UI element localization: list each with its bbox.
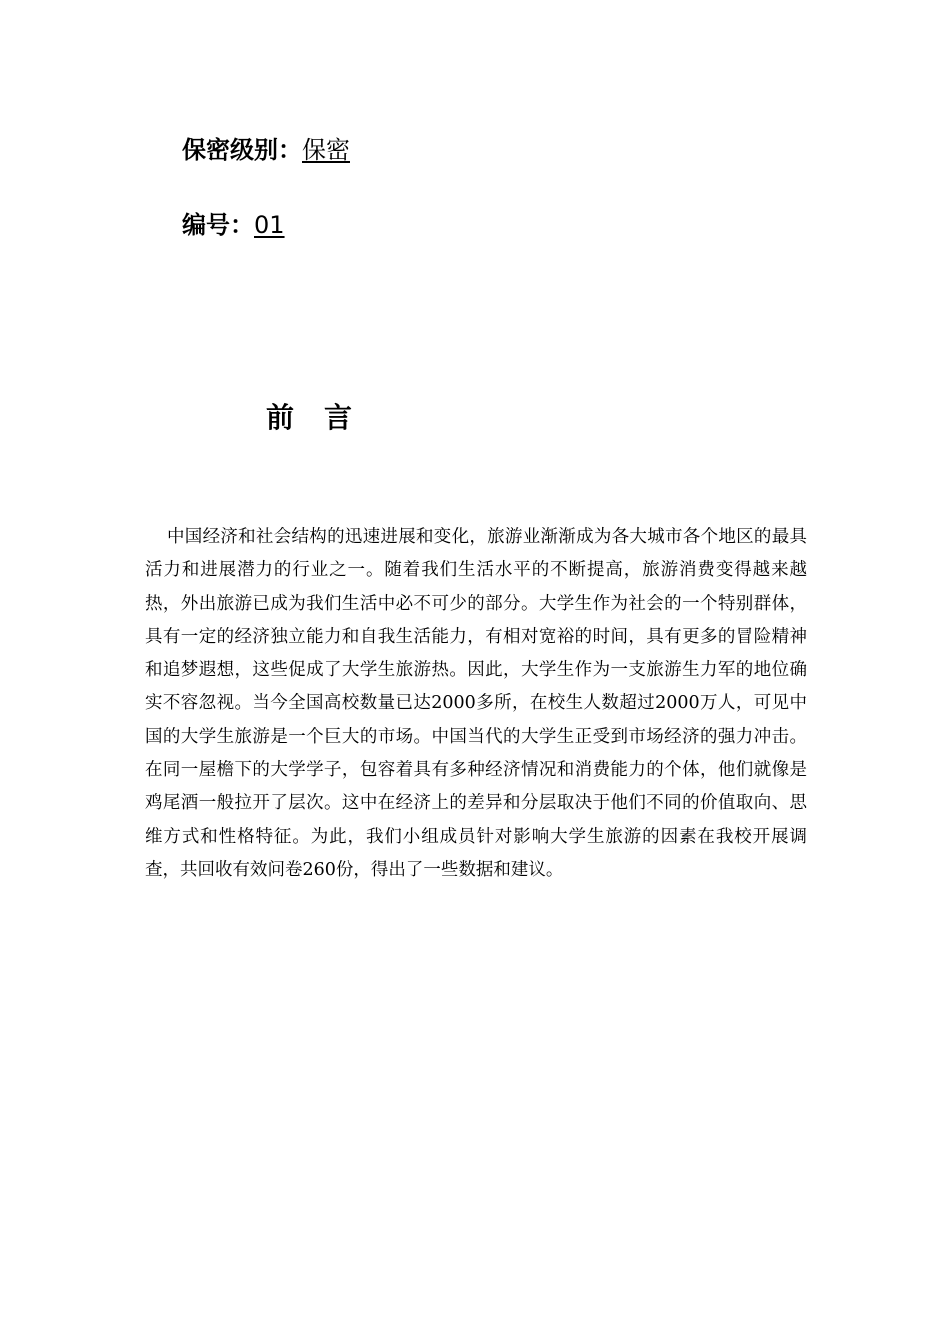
document-number-value: 01 bbox=[254, 211, 285, 239]
security-level-label: 保密级别： bbox=[182, 136, 302, 164]
document-number-line bbox=[182, 210, 285, 240]
security-level-value: 保密 bbox=[302, 136, 350, 164]
document-number-label: 编号： bbox=[182, 211, 254, 239]
security-level-line bbox=[182, 135, 350, 165]
preface-heading: 前言 bbox=[266, 401, 383, 434]
preface-paragraph: 中国经济和社会结构的迅速进展和变化，旅游业渐渐成为各大城市各个地区的最具活力和进展潜力的行业之一。随着我们生活水平的不断提高，旅游消费变得越来越热，外出旅游已成为我们生活中必不可少的部分。大学生作为社会的一个特别群体，具有一定的经济独立能力和自我生活能力，有相对宽裕的时间，具有更多的冒险精神和追梦遐想，这些促成了大学生旅游热。因此，大学生作为一支旅游生力军的地位确实不容忽视。当今全国高校数量已达2000多所，在校生人数超过2000万人，可见中国的大学生旅游是一个巨大的市场。中国当代的大学生正受到市场经济的强力冲击。在同一屋檐下的大学学子，包容着具有多种经济情况和消费能力的个体，他们就像是鸡尾酒一般拉开了层次。这中在经济上的差异和分层取决于他们不同的价值取向、思维方式和性格特征。为此，我们小组成员针对影响大学生旅游的因素在我校开展调查，共回收有效问卷260份，得出了一些数据和建议。 bbox=[145, 527, 807, 880]
